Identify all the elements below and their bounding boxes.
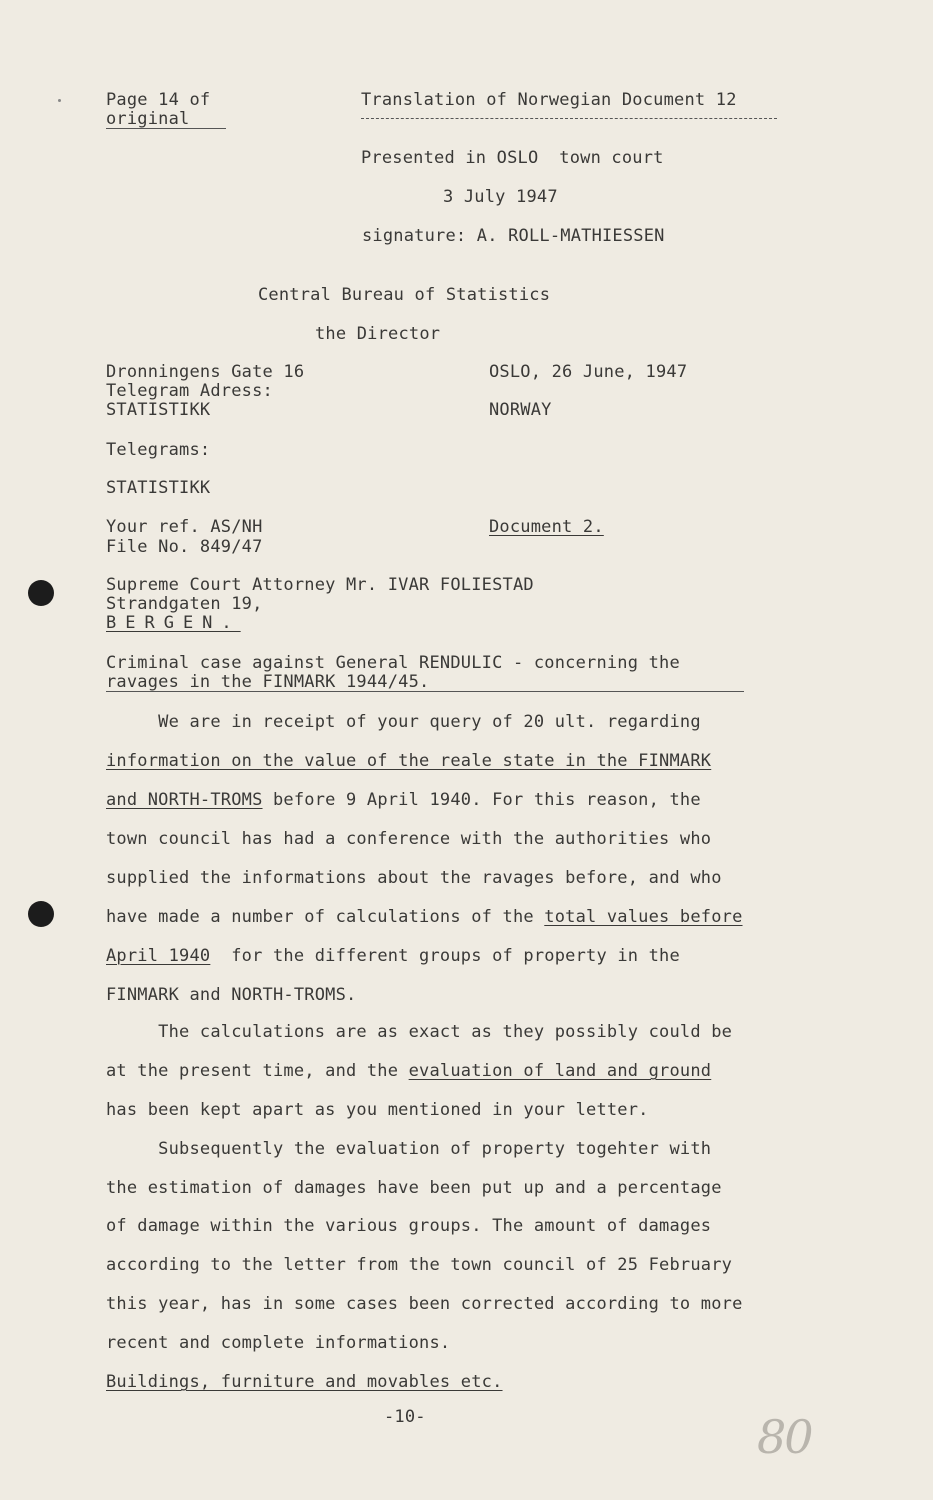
body-line-3-rest: before 9 April 1940. For this reason, the [262,790,701,810]
page-reference-line-1: Page 14 of [106,90,211,110]
sender-name: Central Bureau of Statistics [258,285,551,305]
presented-signature: signature: A. ROLL-MATHIESSEN [362,226,665,246]
recipient-line-1: Supreme Court Attorney Mr. IVAR FOLIESTAD [106,575,534,595]
body-line-7-underlined: April 1940 [106,946,211,966]
sender-title: the Director [315,324,441,344]
presented-line: Presented in OSLO town court [361,148,664,168]
body-line-11: has been kept apart as you mentioned in your letter. [106,1100,649,1120]
translation-title-underline [361,118,777,119]
translation-title: Translation of Norwegian Document 12 [361,90,737,110]
country: NORWAY [489,400,552,420]
file-number: File No. 849/47 [106,537,263,557]
telegrams-value: STATISTIKK [106,478,211,498]
paper-speck [58,99,61,102]
body-line-2: information on the value of the reale state in the FINMARK [106,751,712,771]
punch-hole-top [28,580,54,606]
subject-underline [106,691,744,692]
body-line-10-start: at the present time, and the [106,1061,409,1081]
page-number: -10- [384,1407,426,1427]
body-line-7-rest: for the different groups of property in the [210,946,680,966]
telegrams-label: Telegrams: [106,440,211,460]
page-reference-line-2: original [106,109,190,129]
body-line-13: the estimation of damages have been put up and a percentage [106,1178,722,1198]
sender-address-1: Dronningens Gate 16 [106,362,305,382]
body-line-6-underlined: total values before [544,907,743,927]
place-date: OSLO, 26 June, 1947 [489,362,688,382]
body-line-6-start: have made a number of calculations of the [106,907,545,927]
handwritten-number: 80 [757,1410,812,1464]
body-line-12: Subsequently the evaluation of property togehter with [106,1139,712,1159]
page-reference-underline [106,128,226,129]
body-line-7 [106,946,680,966]
subject-line-2: ravages in the FINMARK 1944/45. [106,672,430,692]
body-line-10-underlined: evaluation of land and ground [408,1061,712,1081]
body-line-6 [106,907,743,927]
section-heading: Buildings, furniture and movables etc. [106,1372,503,1392]
body-line-15: according to the letter from the town council of 25 February [106,1255,733,1275]
your-ref: Your ref. AS/NH [106,517,263,537]
body-line-8: FINMARK and NORTH-TROMS. [106,985,357,1005]
body-line-14: of damage within the various groups. The amount of damages [106,1216,712,1236]
body-line-10 [106,1061,711,1081]
punch-hole-bottom [28,901,54,927]
sender-address-2: Telegram Adress: [106,381,273,401]
body-line-1: We are in receipt of your query of 20 ult. regarding [106,712,701,732]
body-line-16: this year, has in some cases been corrected according to more [106,1294,743,1314]
body-line-4: town council has had a conference with the authorities who [106,829,712,849]
body-line-3-underlined: and NORTH-TROMS [106,790,263,810]
body-line-9: The calculations are as exact as they possibly could be [106,1022,733,1042]
body-line-3 [106,790,701,810]
body-line-17: recent and complete informations. [106,1333,451,1353]
recipient-city: BERGEN. [106,613,241,633]
recipient-line-2: Strandgaten 19, [106,594,263,614]
sender-address-3: STATISTIKK [106,400,211,420]
subject-line-1: Criminal case against General RENDULIC - concerning the [106,653,680,673]
document-label: Document 2. [489,517,604,537]
presented-date: 3 July 1947 [443,187,558,207]
body-line-5: supplied the informations about the ravages before, and who [106,868,722,888]
